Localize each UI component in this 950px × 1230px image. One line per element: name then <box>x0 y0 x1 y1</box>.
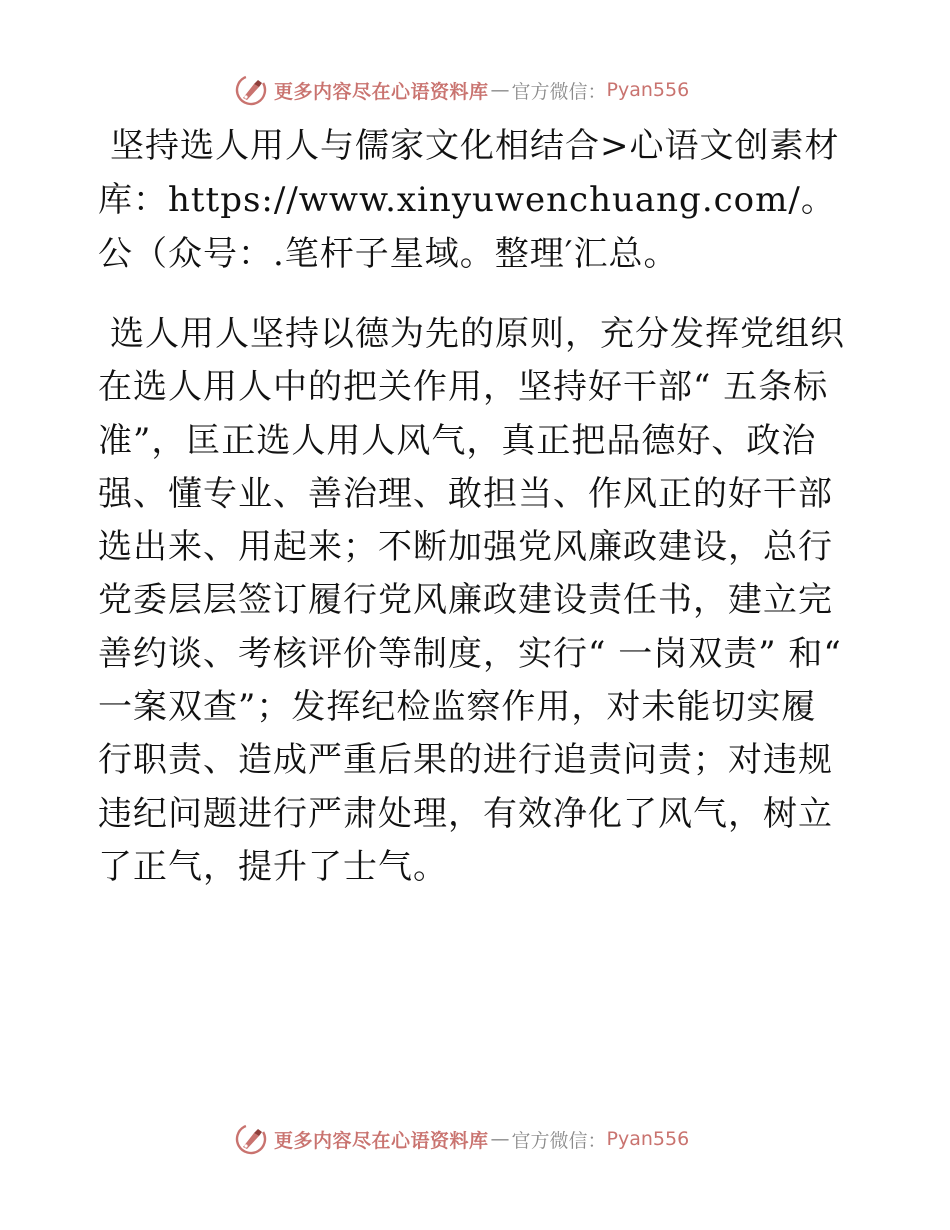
banner-dash: — <box>490 1128 510 1150</box>
banner-slogan: 更多内容尽在心语资料库 <box>274 80 489 103</box>
document-paragraph-1: 坚持选人用人与儒家文化相结合>心语文创素材库：https://www.xinyuwenchuang.com/。公（众号：.笔杆子星域。整理′汇总。 <box>98 126 840 274</box>
banner-contact-id: Pyan556 <box>606 1128 690 1150</box>
banner-slogan: 更多内容尽在心语资料库 <box>274 1129 489 1152</box>
document-paragraph-2: 选人用人坚持以德为先的原则，充分发挥党组织在选人用人中的把关作用，坚持好干部“ 五条标准”，匡正选人用人风气，真正把品德好、政治强、懂专业、善治理、敢担当、作风正的好干部选出来、用起来；不断加强党风廉政建设，总行党委层层签订履行党风廉政建设责任书，建立完善约谈、考核评价等制度，实行“ 一岗双责” 和“ 一案双查”；发挥纪检监察作用，对未能切实履行职责、造成严重后果的进行追责问责；对违规违纪问题进行严肃处理，有效净化了风气，树立了正气，提升了士气。 <box>98 314 845 887</box>
header-banner <box>234 72 689 108</box>
pen-nib-logo-icon <box>234 73 268 107</box>
banner-dash: — <box>490 79 510 101</box>
banner-contact-label: 官方微信： <box>511 1129 607 1152</box>
banner-contact-id: Pyan556 <box>606 79 690 101</box>
banner-contact-label: 官方微信： <box>511 80 607 103</box>
pen-nib-logo-icon <box>234 1122 268 1156</box>
footer-banner <box>234 1121 689 1157</box>
